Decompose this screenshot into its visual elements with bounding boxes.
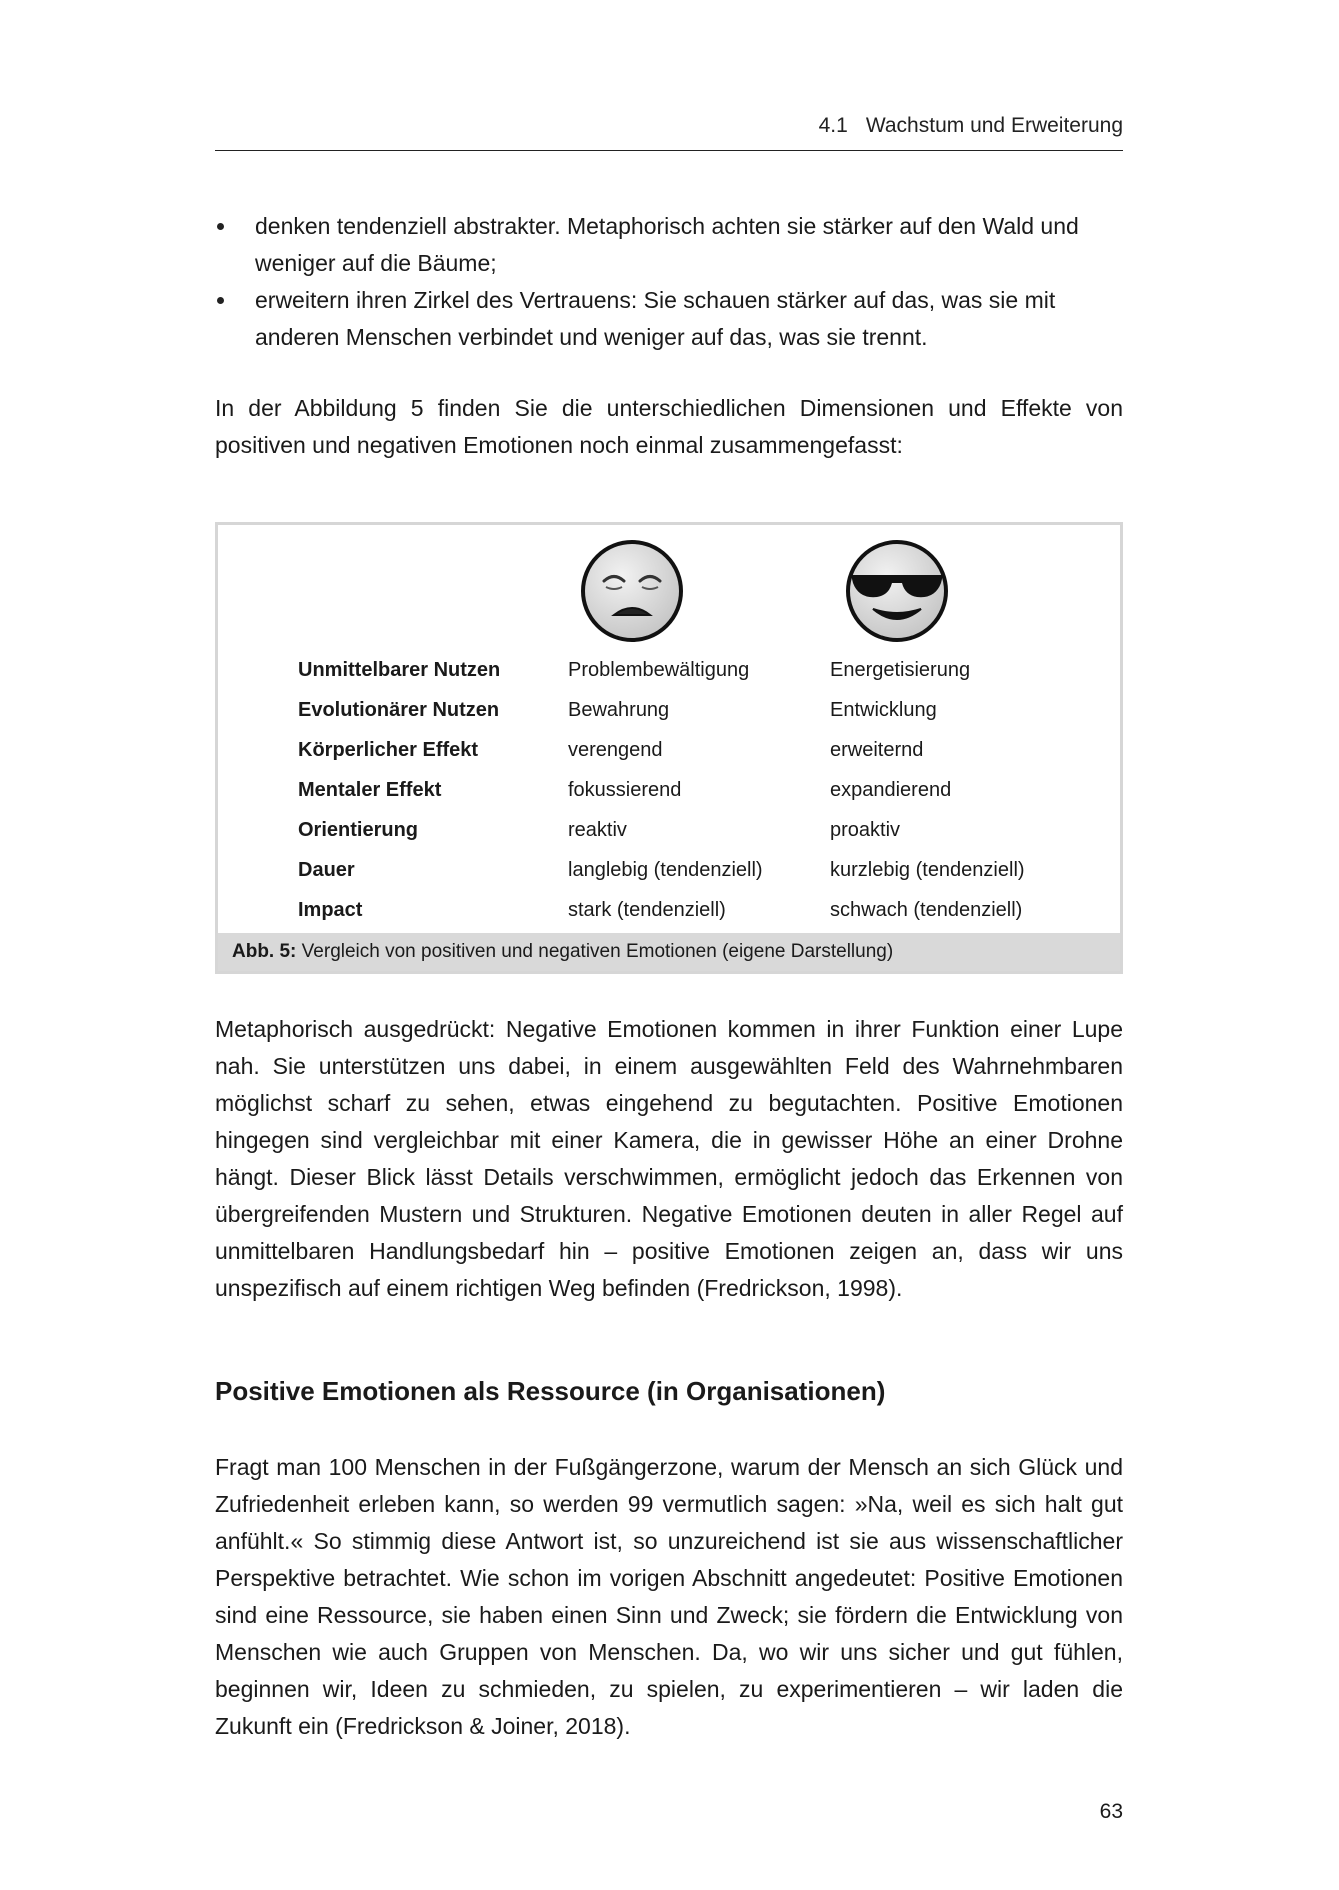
positive-cell: proaktiv [830, 818, 901, 841]
bullet-list [215, 208, 1123, 356]
section-number: 4.1 [818, 114, 848, 137]
negative-cell: Problembewältigung [568, 658, 750, 681]
dimension-cell: Impact [298, 898, 363, 921]
table-row [298, 730, 1025, 770]
positive-cell: expandierend [830, 778, 952, 801]
bullet-text: erweitern ihren Zirkel des Vertrauens: Sie schauen stärker auf das, was sie mit anderen Menschen verbindet und weniger auf das, was sie trennt. [255, 287, 1056, 350]
table-row [298, 650, 1025, 690]
section-heading: Positive Emotionen als Ressource (in Organisationen) [215, 1376, 886, 1406]
bullet-text: denken tendenziell abstrakter. Metaphorisch achten sie stärker auf den Wald und weniger auf die Bäume; [255, 213, 1079, 276]
bullet-item [215, 282, 1123, 356]
negative-cell: fokussierend [568, 778, 682, 801]
positive-cell: erweiternd [830, 738, 924, 761]
section-title: Wachstum und Erweiterung [865, 114, 1123, 137]
figure-caption [218, 933, 1120, 971]
dimension-cell: Körperlicher Effekt [298, 738, 479, 761]
table-row [298, 690, 1025, 730]
caption-text: Vergleich von positiven und negativen Emotionen (eigene Darstellung) [301, 941, 894, 962]
running-header [215, 112, 1123, 151]
figure-emotions-comparison [215, 522, 1123, 974]
bullet-dot [217, 297, 224, 304]
negative-cell: langlebig (tendenziell) [568, 858, 763, 881]
dimension-cell: Mentaler Effekt [298, 778, 442, 801]
comparison-table [298, 650, 1025, 930]
dimension-cell: Unmittelbarer Nutzen [298, 658, 501, 681]
dimension-cell: Orientierung [298, 818, 419, 841]
table-row [298, 770, 1025, 810]
negative-cell: verengend [568, 738, 663, 761]
sunglasses-face-icon [845, 539, 949, 643]
header-text [819, 114, 1123, 138]
positive-cell: schwach (tendenziell) [830, 898, 1023, 921]
table-row [298, 890, 1025, 930]
negative-cell: stark (tendenziell) [568, 898, 726, 921]
bullet-dot [217, 223, 224, 230]
dimension-cell: Evolutionärer Nutzen [298, 698, 500, 721]
table-row [298, 850, 1025, 890]
positive-cell: Energetisierung [830, 658, 971, 681]
intro-paragraph: In der Abbildung 5 finden Sie die unterschiedlichen Dimensionen und Effekte von positiven und negativen Emotionen noch einmal zusammengefasst: [215, 395, 1123, 458]
positive-cell: Entwicklung [830, 698, 937, 721]
caption-label: Abb. 5: [232, 941, 297, 962]
negative-cell: Bewahrung [568, 698, 670, 721]
table-row [298, 810, 1025, 850]
negative-cell: reaktiv [568, 818, 627, 841]
page-number: 63 [1099, 1800, 1123, 1823]
positive-cell: kurzlebig (tendenziell) [830, 858, 1025, 881]
sad-face-icon [580, 539, 684, 643]
ressource-paragraph: Fragt man 100 Menschen in der Fußgängerzone, warum der Mensch an sich Glück und Zufriedenheit erleben kann, so werden 99 vermutlich sagen: »Na, weil es sich halt gut anfühlt.« So stimmig diese Antwort ist, so unzureichend ist sie aus wissenschaftlicher Perspektive betrachtet. Wie schon im vorigen Abschnitt angedeutet: Positive Emotionen sind eine Ressource, sie haben einen Sinn und Zweck; sie fördern die Entwicklung von Menschen wie auch Gruppen von Menschen. Da, wo wir uns sicher und gut fühlen, beginnen wir, Ideen zu schmieden, zu spielen, zu experimentieren – wir laden die Zukunft ein (Fredrickson & Joiner, 2018). [215, 1454, 1123, 1739]
dimension-cell: Dauer [298, 858, 355, 881]
metaphor-paragraph: Metaphorisch ausgedrückt: Negative Emotionen kommen in ihrer Funktion einer Lupe nah. Sie unterstützen uns dabei, in einem ausgewählten Feld des Wahrnehmbaren möglichst scharf zu sehen, etwas eingehend zu begutachten. Positive Emotionen hingegen sind vergleichbar mit einer Kamera, die in gewisser Höhe an einer Drohne hängt. Dieser Blick lässt Details verschwimmen, ermöglicht jedoch das Erkennen von übergreifenden Mustern und Strukturen. Negative Emotionen deuten in aller Regel auf unmittelbaren Handlungsbedarf hin – positive Emotionen zeigen an, dass wir uns unspezifisch auf einem richtigen Weg befinden (Fredrickson, 1998). [215, 1016, 1123, 1301]
bullet-item [215, 208, 1123, 282]
